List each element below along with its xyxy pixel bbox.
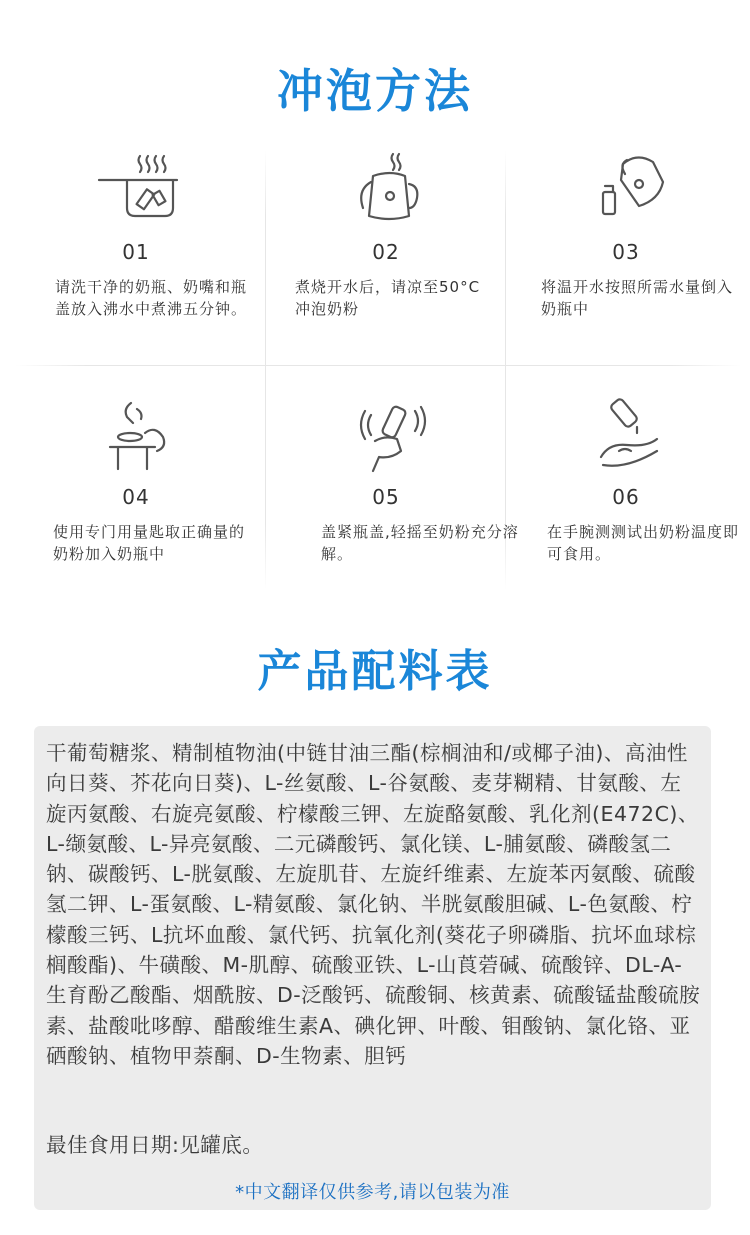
step-1 <box>15 150 257 365</box>
scoop-powder-icon <box>85 395 185 475</box>
step-number: 03 <box>612 240 640 264</box>
step-2 <box>265 150 507 365</box>
step-description: 使用专门用量匙取正确量的奶粉加入奶瓶中 <box>53 523 246 563</box>
shake-bottle-icon <box>335 395 435 475</box>
step-3 <box>505 150 747 365</box>
ingredients-box <box>34 726 711 1210</box>
steps-grid <box>15 150 741 590</box>
step-6 <box>505 395 747 610</box>
step-description: 在手腕测测试出奶粉温度即可食用。 <box>547 523 740 563</box>
wrist-test-icon <box>575 395 675 475</box>
step-description: 煮烧开水后，请凉至50°C冲泡奶粉 <box>295 278 481 318</box>
step-number: 04 <box>122 485 150 509</box>
step-5 <box>265 395 519 610</box>
step-4 <box>15 395 257 610</box>
step-number: 05 <box>372 485 400 509</box>
ingredients-title: 产品配料表 <box>257 646 493 697</box>
pot-boiling-icon <box>85 150 185 230</box>
step-description: 盖紧瓶盖,轻摇至奶粉充分溶解。 <box>321 523 519 563</box>
expiry-text: 最佳食用日期:见罐底。 <box>46 1133 264 1157</box>
pour-water-icon <box>575 150 675 230</box>
method-title: 冲泡方法 <box>277 64 473 118</box>
step-description: 请洗干净的奶瓶、奶嘴和瓶盖放入沸水中煮沸五分钟。 <box>55 278 248 318</box>
step-number: 02 <box>372 240 400 264</box>
ingredients-text: 干葡萄糖浆、精制植物油(中链甘油三酯(棕榈油和/或椰子油)、高油性向日葵、芥花向日葵)、L-丝氨酸、L-谷氨酸、麦芽糊精、甘氨酸、左旋丙氨酸、右旋亮氨酸、柠檬酸三钾、左旋酪氨酸、乳化剂(E472C)、L-缬氨酸、L-异亮氨酸、二元磷酸钙、氯化镁、L-脯氨酸、磷酸氢二钠、碳酸钙、L-胱氨酸、左旋肌苷、左旋纤维素、左旋苯丙氨酸、硫酸氢二钾、L-蛋氨酸、L-精氨酸、氯化钠、半胱氨酸胆碱、L-色氨酸、柠檬酸三钙、L抗坏血酸、氯代钙、抗氧化剂(葵花子卵磷脂、抗坏血球棕榈酸酯)、牛磺酸、M-肌醇、硫酸亚铁、L-山莨菪碱、硫酸锌、DL-A-生育酚乙酸酯、烟酰胺、D-泛酸钙、硫酸铜、核黄素、硫酸锰盐酸硫胺素、盐酸吡哆醇、醋酸维生素A、碘化钾、叶酸、钼酸钠、氯化铬、亚硒酸钠、植物甲萘酮、D-生物素、胆钙 <box>46 741 701 1068</box>
kettle-icon <box>335 150 435 230</box>
step-description: 将温开水按照所需水量倒入奶瓶中 <box>541 278 734 318</box>
translation-note: *中文翻译仅供参考,请以包装为准 <box>235 1182 510 1203</box>
step-number: 06 <box>612 485 640 509</box>
step-number: 01 <box>122 240 150 264</box>
